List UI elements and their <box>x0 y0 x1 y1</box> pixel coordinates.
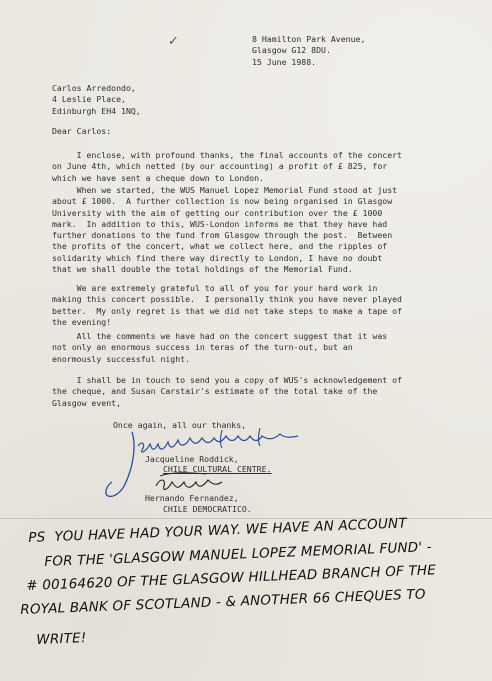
body-paragraph: I enclose, with profound thanks, the final accounts of the concert on June 4th, which netted (by our accounting) a profit of £ 825, for which we have sent a cheque down to London. <box>52 150 402 183</box>
salutation: Dear Carlos: <box>52 126 112 136</box>
postscript-line: ROYAL BANK OF SCOTLAND - & ANOTHER 66 CHEQUES TO <box>20 586 426 618</box>
body-paragraph: We are extremely grateful to all of you for your hard work in making this concert possible. I personally think you have never played better. My only regret is that we did not take steps to make a tape of the evening! <box>52 283 402 327</box>
closing-line: Once again, all our thanks, <box>113 420 247 430</box>
signatory-organisation: CHILE DEMOCRATICO. <box>163 504 252 514</box>
signatory-name: Hernando Fernandez, <box>145 493 239 503</box>
sender-address <box>252 34 365 68</box>
recipient-address-line: Edinburgh EH4 1NQ, <box>52 105 141 116</box>
body-paragraph: When we started, the WUS Manuel Lopez Memorial Fund stood at just about £ 1000. A further collection is now being organised in Glasgow University with the aim of getting our contribution over the £ 1000 mark. In addition to this, WUS-London informs me that they have had further donations to the fund from Glasgow through the post. Between the profits of the concert, what we collect here, and the ripples of solidarity which find there way directly to London, I have no doubt that we shall double the total holdings of the Memorial Fund. <box>52 185 398 275</box>
postscript-line: FOR THE 'GLASGOW MANUEL LOPEZ MEMORIAL FUND' - <box>44 539 433 570</box>
signatory-organisation: CHILE CULTURAL CENTRE. <box>163 464 272 474</box>
sender-address-line: Glasgow G12 8DU. <box>252 45 331 56</box>
body-paragraph: I shall be in touch to send you a copy of WUS's acknowledgement of the cheque, and Susan Carstair's estimate of the total take of the Glasgow event, <box>52 375 402 408</box>
recipient-address <box>52 83 141 117</box>
postscript-line: PS YOU HAVE HAD YOUR WAY. WE HAVE AN ACCOUNT <box>28 515 408 546</box>
postscript-line: # 00164620 OF THE GLASGOW HILLHEAD BRANCH OF THE <box>26 562 437 594</box>
sender-address-line: 8 Hamilton Park Avenue, <box>252 34 366 44</box>
margin-tick-mark: ✓ <box>168 34 179 49</box>
signatory-name: Jacqueline Roddick, <box>145 454 239 464</box>
body-paragraph: All the comments we have had on the concert suggest that it was not only an enormous success in teras of the turn-out, but an enormously successful night. <box>52 331 388 364</box>
recipient-address-line: 4 Leslie Place, <box>52 94 126 105</box>
postscript-line: WRITE! <box>36 630 87 648</box>
letter-date: 15 June 1988. <box>252 56 317 67</box>
recipient-name: Carlos Arredondo, <box>52 83 136 93</box>
